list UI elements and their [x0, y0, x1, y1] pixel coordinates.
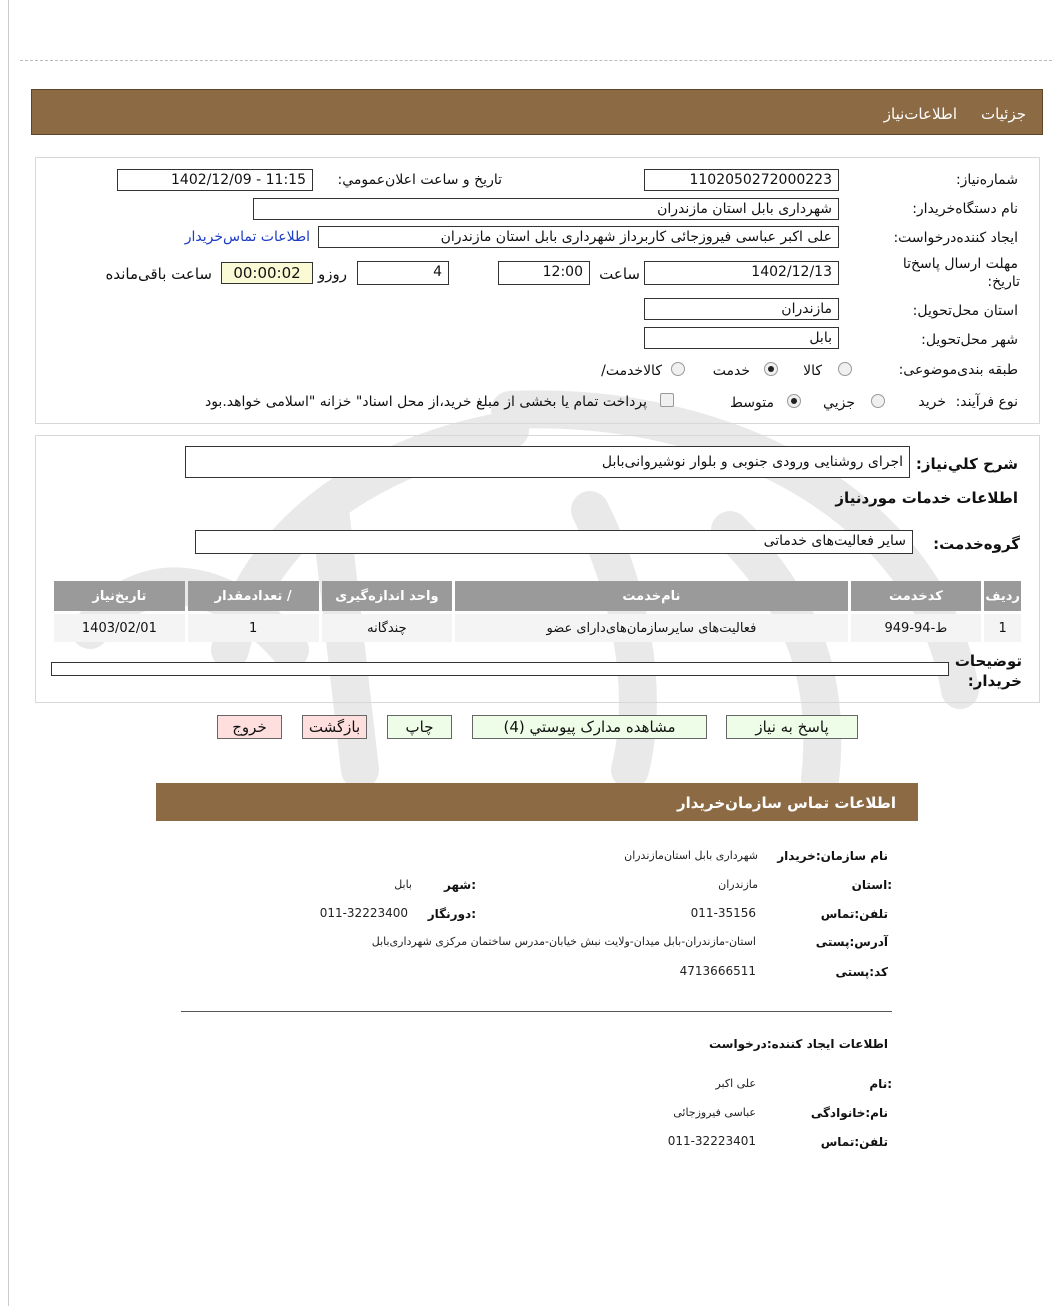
contact-city-label: :شهر [444, 878, 476, 892]
contact-province-value: مازندران [718, 878, 758, 891]
cell-date: 1403/02/01 [54, 614, 185, 642]
contact-org-value: شهرداری بابل استان‌مازندران [624, 849, 758, 862]
city-label: شهر محل‌تحویل: [921, 332, 1018, 348]
creator-last-name-label: نام:خانوادگی [810, 1106, 888, 1120]
cell-unit: چندگانه [322, 614, 453, 642]
province-label: استان محل‌تحویل: [912, 303, 1018, 319]
contact-phone-label: تلفن:تماس [820, 907, 888, 921]
buyer-notes-label-2: خریدار: [967, 672, 1022, 690]
th-code: کدخدمت [851, 581, 982, 611]
buyer-notes-label: توضیحات [954, 652, 1022, 670]
creator-field: علی اکبر عباسی فیروزجائی کاربرداز شهرداری بابل استان مازندران [318, 226, 839, 248]
tab-need-info[interactable]: اطلاعات‌نیاز [883, 105, 957, 123]
creator-phone-value: 011-32223401 [667, 1134, 756, 1148]
creator-phone-label: تلفن:تماس [820, 1135, 888, 1149]
th-row: ردیف [984, 581, 1021, 611]
table-row [54, 614, 1021, 642]
exit-button[interactable]: خروج [217, 715, 282, 739]
creator-label: ایجاد کننده‌درخواست: [893, 230, 1018, 246]
services-table [51, 578, 1024, 645]
process-radio-medium[interactable] [787, 394, 801, 408]
remaining-label: ساعت باقی‌مانده [105, 265, 212, 283]
deadline-label: مهلت ارسال پاسخ‌تا [902, 256, 1018, 272]
contact-address-label: آدرس:پستی [815, 935, 888, 949]
process-buy-label: خرید [918, 394, 946, 410]
tab-details[interactable]: جزئیات [981, 105, 1026, 123]
th-unit: واحد اندازه‌گیری [322, 581, 453, 611]
view-docs-button[interactable]: مشاهده مدارک پیوستي (4) [472, 715, 707, 739]
cell-name: فعالیت‌های سایرسازمان‌های‌دارای عضو [455, 614, 847, 642]
category-radio-service[interactable] [764, 362, 778, 376]
remaining-time-field: 00:00:02 [221, 262, 313, 284]
announce-field: 1402/12/09 - 11:15 [117, 169, 313, 191]
deadline-label-2: تاریخ: [987, 274, 1020, 290]
process-medium-label: متوسط [730, 395, 774, 411]
desc-label: شرح کلي‌نیاز: [915, 455, 1018, 473]
need-number-field: 1102050272000223 [644, 169, 839, 191]
need-number-label: شماره‌نیاز: [955, 172, 1018, 188]
buyer-notes-field [51, 662, 949, 676]
creator-first-name-value: علی اکبر [715, 1077, 756, 1090]
contact-phone-value: 011-35156 [690, 906, 756, 920]
category-label: طبقه بندی‌موضوعی: [898, 362, 1018, 378]
th-name: نام‌خدمت [455, 581, 847, 611]
deadline-date-field: 1402/12/13 [644, 261, 839, 285]
buyer-contact-link[interactable]: اطلاعات تماس‌خریدار [184, 229, 310, 245]
top-divider [20, 60, 1052, 61]
contact-fax-value: 011-32223400 [319, 906, 408, 920]
category-radio-goods[interactable] [838, 362, 852, 376]
contact-postal-value: 4713666511 [679, 964, 756, 978]
province-field: مازندران [644, 298, 839, 320]
creator-heading: اطلاعات ایجاد کننده:درخواست [708, 1037, 888, 1051]
process-minor-label: جزیي [823, 395, 855, 411]
services-heading: اطلاعات خدمات موردنیاز [835, 489, 1018, 507]
th-qty: / تعدادمقدار [188, 581, 319, 611]
contact-org-label: نام سازمان:خریدار [777, 849, 888, 863]
print-button[interactable]: چاپ [387, 715, 452, 739]
days-label: روزو [318, 265, 347, 283]
contact-city-value: بابل [394, 878, 412, 891]
category-radio-goods-service[interactable] [671, 362, 685, 376]
days-field: 4 [357, 261, 449, 285]
payment-text: پرداخت تمام یا بخشی از مبلغ خرید،از محل اسناد" خزانه "اسلامی خواهد.بود [204, 394, 647, 410]
back-button[interactable]: بازگشت [302, 715, 367, 739]
contact-address-value: استان-مازندران-بابل میدان-ولایت نبش خیابان-مدرس ساختمان مرکزی شهرداری‌بابل [371, 935, 756, 948]
category-goods-service-label: کالاخدمت/ [601, 363, 662, 379]
creator-last-name-value: عباسی فیروزجائی [673, 1106, 756, 1119]
th-date: تاریخ‌نیاز [54, 581, 185, 611]
announce-label: تاریخ و ساعت اعلان‌عمومي: [337, 172, 502, 188]
contact-divider [181, 1011, 892, 1012]
deadline-hour-field: 12:00 [498, 261, 590, 285]
category-service-label: خدمت [712, 363, 750, 379]
city-field: بابل [644, 327, 839, 349]
process-radio-minor[interactable] [871, 394, 885, 408]
category-goods-label: کالا [803, 363, 822, 379]
process-label: نوع فرآیند: [955, 394, 1018, 410]
contact-fax-label: :دورنگار [427, 907, 476, 921]
payment-checkbox[interactable] [660, 393, 674, 407]
buyer-org-label: نام دستگاه‌خریدار: [912, 201, 1018, 217]
table-header-row [54, 581, 1021, 611]
desc-field: اجرای روشنایی ورودی جنوبی و بلوار نوشیروانی‌بابل [185, 446, 910, 478]
contact-heading: اطلاعات تماس سازمان‌خریدار [676, 794, 896, 812]
left-border [8, 0, 9, 1306]
hour-label: ساعت [599, 265, 640, 283]
contact-province-label: :استان [851, 878, 892, 892]
cell-row: 1 [984, 614, 1021, 642]
group-field: سایر فعالیت‌های خدماتی [195, 530, 913, 554]
contact-postal-label: کد:پستی [835, 965, 888, 979]
buyer-org-field: شهرداری بابل استان مازندران [253, 198, 839, 220]
reply-button[interactable]: پاسخ به نیاز [726, 715, 858, 739]
cell-code: ط-94-949 [851, 614, 982, 642]
cell-qty: 1 [188, 614, 319, 642]
group-label: گروه‌خدمت: [933, 535, 1020, 553]
creator-first-name-label: :نام [869, 1077, 892, 1091]
